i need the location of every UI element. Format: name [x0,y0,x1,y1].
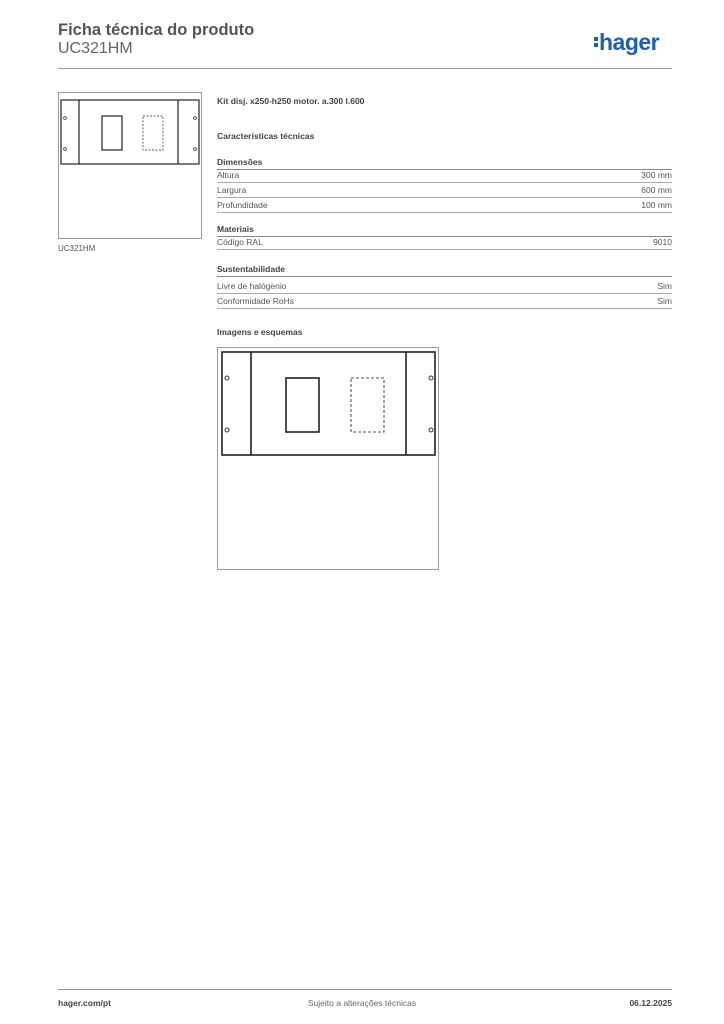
hager-logo [594,29,659,56]
footer-divider [58,989,672,990]
spec-value: 100 mm [641,200,672,210]
spec-value: Sim [657,281,672,291]
footer-notice: Sujeito a alterações técnicas [307,998,417,1008]
spec-row [217,198,672,213]
thumbnail-drawing [59,93,201,238]
images-section-title: Imagens e esquemas [217,327,303,337]
spec-row [217,168,672,183]
spec-value: 300 mm [641,170,672,180]
spec-value: Sim [657,296,672,306]
spec-row [217,235,672,250]
spec-value: 600 mm [641,185,672,195]
spec-group-title: Dimensões [217,157,672,170]
thumbnail-caption: UC321HM [58,244,96,253]
document-title: Ficha técnica do produto [58,21,255,39]
product-drawing [217,347,439,570]
product-name: Kit disj. x250-h250 motor. a.300 l.600 [217,96,365,106]
header-divider [58,68,672,69]
spec-row [217,183,672,198]
spec-row [217,294,672,309]
product-code: UC321HM [58,40,133,57]
spec-value: 9010 [653,237,672,247]
logo-colon-icon [594,35,598,49]
footer-date: 06.12.2025 [629,998,672,1008]
spec-row [217,279,672,294]
specs-section-title: Características técnicas [217,131,315,141]
spec-label: Livre de halógenio [217,281,287,291]
logo-text: hager [599,29,660,55]
spec-group-title: Materiais [217,224,672,237]
spec-label: Código RAL [217,237,263,247]
spec-label: Altura [217,170,240,180]
spec-group-title: Sustentabilidade [217,264,672,277]
technical-drawing [218,348,438,569]
spec-label: Largura [217,185,247,195]
spec-label: Profundidade [217,200,268,210]
product-thumbnail [58,92,202,239]
footer-website-link[interactable]: hager.com/pt [58,998,111,1008]
spec-label: Conformidade RoHs [217,296,295,306]
